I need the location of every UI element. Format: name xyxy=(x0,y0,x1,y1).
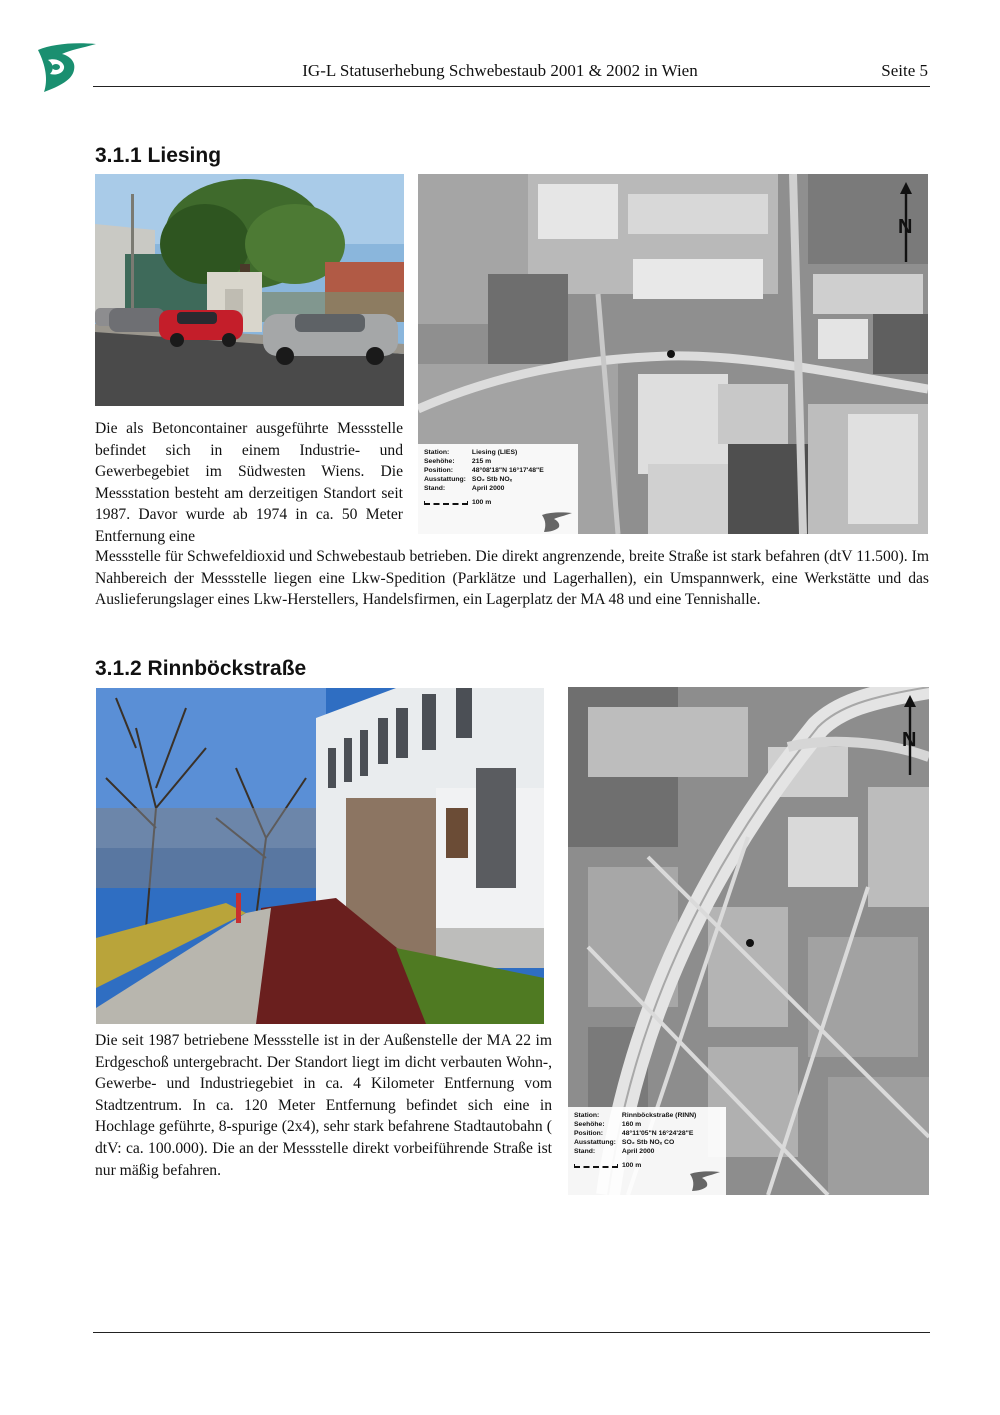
legend-position: 48°08'18"N 16°17'48"E xyxy=(471,467,544,474)
legend-equipment-label: Ausstattung: xyxy=(424,476,466,483)
legend-altitude-label: Seehöhe: xyxy=(574,1121,605,1128)
section-heading-rinnboeckstrasse: 3.1.2 Rinnböckstraße xyxy=(95,657,307,680)
paragraph-rinnboeckstrasse: Die seit 1987 betriebene Messstelle ist in der Außenstelle der MA 22 im Erdgeschoß untergebracht. Der Standort liegt im dicht verbauten Wohn-, Gewerbe- und Industriegebiet in ca. 4 Kilometer Entfernung vom Stadtzentrum. In ca. 120 Meter Entfernung befindet sich eine in Hochlage geführte, 8-spurige (2x4), sehr stark befahrene Stadtautobahn ( dtV: ca. 100.000). Die an der Messstelle direkt vorbeiführende Straße ist nur mäßig befahren. xyxy=(95,1032,552,1179)
map-scale-bar xyxy=(424,499,572,506)
legend-date-label: Stand: xyxy=(424,485,446,492)
paragraph-liesing-continued: Messstelle für Schwefeldioxid und Schwebestaub betrieben. Die direkt angrenzende, breite Straße ist stark befahren (dtV 11.500). Im Nahbereich der Messstelle liegen eine Lkw-Spedition (Parklätze und Lagerhallen), ein Umspannwerk, eine Werkstätte und das Auslieferungslager eines Lkw-Herstellers, Handelsfirmen, ein Lagerplatz der MA 48 und eine Tennishalle. xyxy=(95,548,929,609)
photo-rinnboeckstrasse-station xyxy=(96,688,544,1024)
map-logo-icon xyxy=(540,511,574,533)
legend-position-label: Position: xyxy=(574,1130,604,1137)
paragraph-liesing-intro: Die als Betoncontainer ausgeführte Messstelle befindet sich in einem Industrie- und Gewerbegebiet im Südwesten Wiens. Die Messstation besteht am derzeitigen Standort seit 1987. Davor wurde ab 1974 in ca. 50 Meter Entfernung eine xyxy=(95,420,403,545)
legend-scale: 100 m xyxy=(472,499,492,506)
footer-rule xyxy=(93,1332,930,1333)
north-label: N xyxy=(902,729,917,751)
north-label: N xyxy=(898,216,913,238)
legend-equipment: SO₂ Stb NOₓ xyxy=(471,476,513,483)
legend-date: April 2000 xyxy=(471,485,505,492)
aerial-map-rinnboeckstrasse xyxy=(568,687,929,1195)
legend-position: 48°11'05"N 16°24'28"E xyxy=(621,1130,694,1137)
north-arrow-icon xyxy=(896,182,916,266)
legend-scale: 100 m xyxy=(622,1162,642,1169)
legend-station-label: Station: xyxy=(424,449,450,456)
legend-station: Rinnböckstraße (RINN) xyxy=(621,1112,697,1119)
legend-date: April 2000 xyxy=(621,1148,655,1155)
header-rule xyxy=(93,86,930,87)
logo xyxy=(34,40,100,96)
photo-liesing-station xyxy=(95,174,404,406)
legend-altitude: 160 m xyxy=(621,1121,642,1128)
section-heading-liesing: 3.1.1 Liesing xyxy=(95,144,222,167)
legend-date-label: Stand: xyxy=(574,1148,596,1155)
map-logo-icon xyxy=(688,1170,722,1192)
legend-station: Liesing (LIES) xyxy=(471,449,518,456)
map-scale-bar xyxy=(574,1162,720,1169)
legend-altitude-label: Seehöhe: xyxy=(424,458,455,465)
page-number: Seite 5 xyxy=(881,61,928,80)
document-title: IG-L Statuserhebung Schwebestaub 2001 & 2002 in Wien xyxy=(302,61,698,80)
legend-equipment: SO₂ Stb NOₓ CO xyxy=(621,1139,675,1146)
aerial-map-liesing xyxy=(418,174,928,534)
map-legend-rinnboeckstrasse xyxy=(568,1107,726,1195)
map-legend-liesing xyxy=(418,444,578,534)
legend-station-label: Station: xyxy=(574,1112,600,1119)
legend-position-label: Position: xyxy=(424,467,454,474)
legend-equipment-label: Ausstattung: xyxy=(574,1139,616,1146)
north-arrow-icon xyxy=(900,695,920,779)
legend-altitude: 215 m xyxy=(471,458,492,465)
